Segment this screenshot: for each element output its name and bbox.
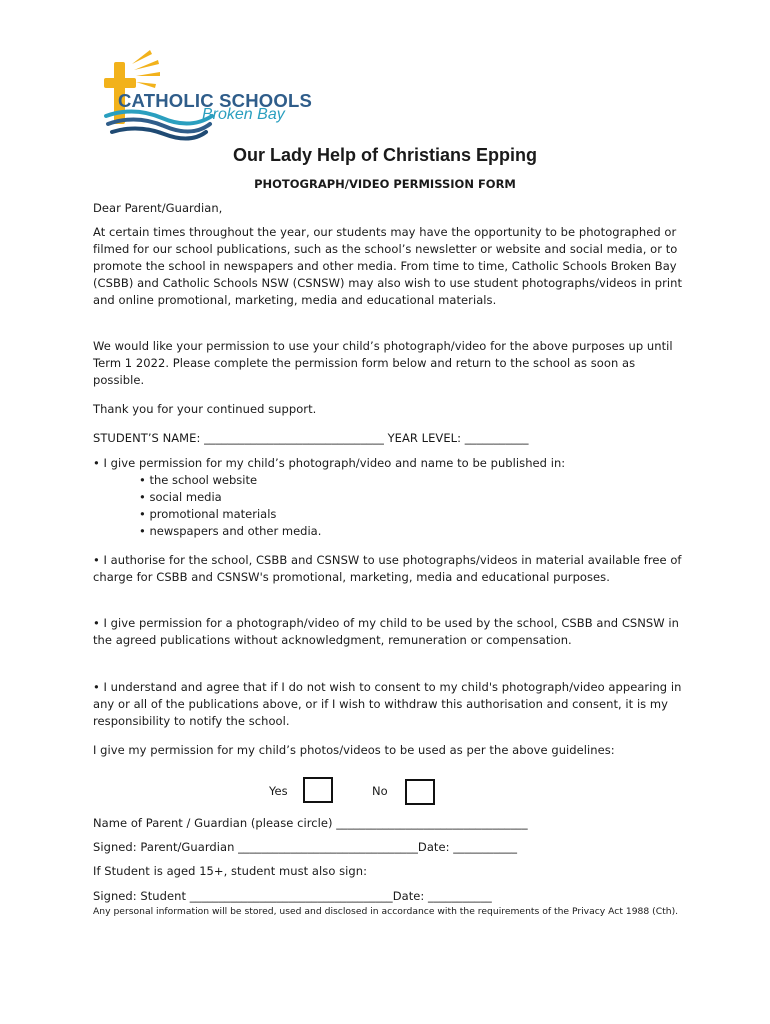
thanks-line: Thank you for your continued support. [93, 402, 317, 416]
bullet-authorise: • I authorise for the school, CSBB and CSNSW to use photographs/videos in material available free of charge for CSBB and CSNSW's promotional, marketing, media and educational purposes. [93, 553, 682, 584]
salutation: Dear Parent/Guardian, [93, 201, 223, 215]
publication-list [139, 472, 321, 540]
bullet-understand: • I understand and agree that if I do not wish to consent to my child's photograph/video appearing in any or all of the publications above, or if I wish to withdraw this authorisation and consent, it is my responsibility to notify the school. [93, 680, 682, 728]
consent-question: I give my permission for my child’s photos/videos to be used as per the above guidelines: [93, 743, 615, 757]
student-signature-field[interactable]: Signed: Student ___________________________________Date: ___________ [93, 889, 492, 903]
student-name-field[interactable]: STUDENT’S NAME: _______________________________ YEAR LEVEL: ___________ [93, 431, 529, 445]
list-item: • promotional materials [139, 506, 321, 523]
list-item: • newspapers and other media. [139, 523, 321, 540]
yes-checkbox[interactable] [303, 777, 333, 803]
school-name: Our Lady Help of Christians Epping [232, 145, 538, 165]
student-age-note: If Student is aged 15+, student must also sign: [93, 864, 368, 878]
parent-name-field[interactable]: Name of Parent / Guardian (please circle) _________________________________ [93, 816, 528, 830]
no-label: No [372, 784, 388, 798]
sun-rays-icon [132, 50, 160, 88]
bullet-permission: • I give permission for a photograph/video of my child to be used by the school, CSBB and CSNSW in the agreed publications without acknowledgment, remuneration or compensation. [93, 616, 679, 647]
parent-signature-field[interactable]: Signed: Parent/Guardian _______________________________Date: ___________ [93, 840, 518, 854]
list-item: • the school website [139, 472, 321, 489]
intro-paragraph: At certain times throughout the year, our students may have the opportunity to be photographed or filmed for our school publications, such as the school’s newsletter or website and social media, or to promote the school in newspapers and other media. From time to time, Catholic Schools Broken Bay (CSBB) and Catholic Schools NSW (CSNSW) may also wish to use student photographs/videos in print and online promotional, marketing, media and educational materials. [93, 225, 683, 307]
bullet-publication-intro: • I give permission for my child’s photograph/video and name to be published in: [93, 456, 566, 470]
permission-paragraph: We would like your permission to use your child’s photograph/video for the above purposes up until Term 1 2022. Please complete the permission form below and return to the school as soon as possible. [93, 339, 673, 387]
yes-label: Yes [269, 784, 288, 798]
logo-title: CATHOLIC SCHOOLS [118, 90, 313, 111]
no-checkbox[interactable] [405, 779, 435, 805]
privacy-note: Any personal information will be stored, used and disclosed in accordance with the requirements of the Privacy Act 1988 (Cth). [93, 906, 679, 917]
logo-subtitle: Broken Bay [202, 106, 285, 123]
form-title: PHOTOGRAPH/VIDEO PERMISSION FORM [254, 177, 516, 191]
list-item: • social media [139, 489, 321, 506]
